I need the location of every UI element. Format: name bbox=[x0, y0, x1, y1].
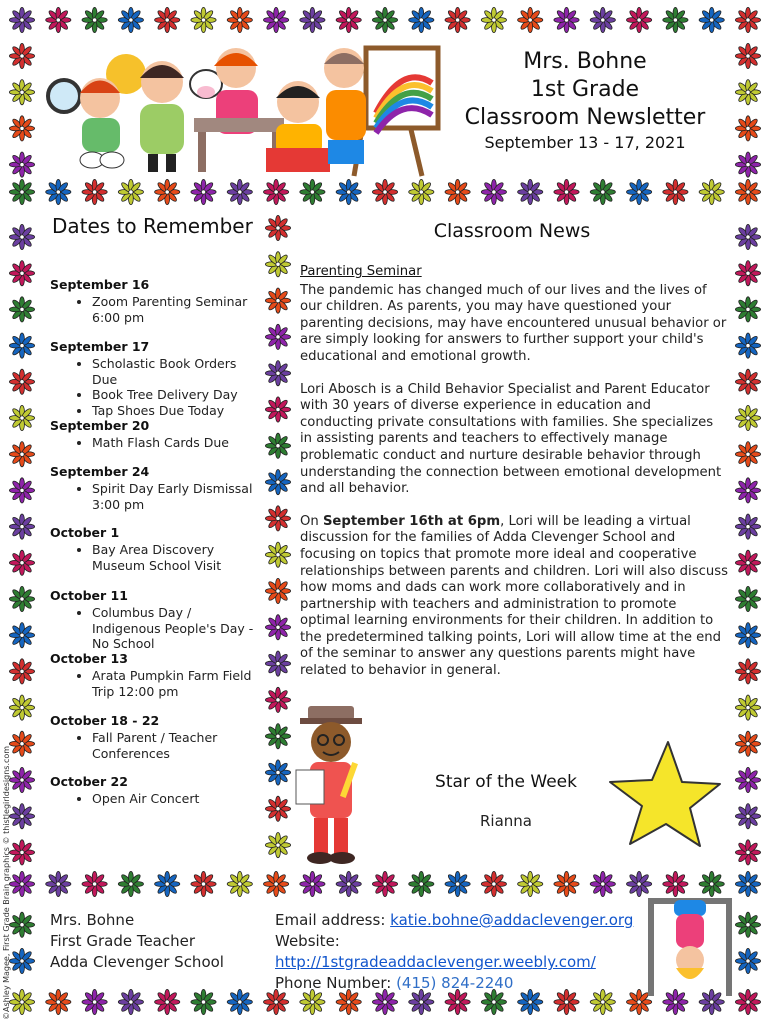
flower-icon bbox=[735, 948, 760, 973]
flower-icon bbox=[265, 361, 290, 386]
flower-icon bbox=[46, 7, 71, 32]
date-items bbox=[50, 294, 260, 325]
date-items bbox=[50, 542, 260, 573]
date-item: • Book Tree Delivery Day bbox=[92, 387, 260, 403]
flower-icon bbox=[518, 7, 543, 32]
flower-icon bbox=[735, 514, 760, 539]
flower-icon bbox=[118, 989, 143, 1014]
date-group bbox=[50, 651, 260, 699]
flower-icon bbox=[227, 989, 252, 1014]
flower-icon bbox=[518, 871, 543, 896]
flower-icon bbox=[735, 623, 760, 648]
phone-line bbox=[275, 973, 645, 994]
flower-icon bbox=[82, 871, 107, 896]
flower-icon bbox=[265, 724, 290, 749]
date-heading: September 24 bbox=[50, 464, 150, 479]
flower-icon bbox=[372, 179, 397, 204]
flower-icon bbox=[336, 179, 361, 204]
date-items bbox=[50, 356, 260, 418]
flower-icon bbox=[409, 7, 434, 32]
news-subheading: Parenting Seminar bbox=[300, 264, 422, 279]
flower-icon bbox=[336, 7, 361, 32]
flower-icon bbox=[590, 7, 615, 32]
flower-icon bbox=[300, 7, 325, 32]
flower-icon bbox=[227, 7, 252, 32]
flower-icon bbox=[265, 324, 290, 349]
date-items bbox=[50, 605, 260, 652]
flower-icon bbox=[265, 252, 290, 277]
email-label: Email address: bbox=[275, 911, 391, 929]
para3-prefix: On bbox=[300, 513, 323, 529]
date-group bbox=[50, 277, 260, 325]
website-link[interactable]: http://1stgradeaddaclevenger.weebly.com/ bbox=[275, 953, 596, 971]
flower-icon bbox=[265, 651, 290, 676]
date-heading: October 13 bbox=[50, 651, 128, 666]
flower-icon bbox=[9, 333, 34, 358]
flower-icon bbox=[663, 179, 688, 204]
date-item: • Columbus Day / Indigenous People's Day - No School bbox=[92, 605, 260, 652]
flower-icon bbox=[264, 871, 289, 896]
flower-icon bbox=[9, 586, 34, 611]
flower-icon bbox=[445, 179, 470, 204]
flower-icon bbox=[9, 659, 34, 684]
star-student-name: Rianna bbox=[480, 812, 532, 830]
flower-icon bbox=[9, 623, 34, 648]
flower-icon bbox=[735, 912, 760, 937]
flower-icon bbox=[9, 550, 34, 575]
flower-icon bbox=[227, 179, 252, 204]
flower-icon bbox=[627, 7, 652, 32]
flower-icon bbox=[735, 804, 760, 829]
flower-icon bbox=[9, 179, 34, 204]
flower-icon bbox=[9, 43, 34, 68]
flower-icon bbox=[191, 7, 216, 32]
footer-contact-left bbox=[50, 910, 270, 973]
flower-icon bbox=[265, 833, 290, 858]
flower-icon bbox=[735, 550, 760, 575]
footer-contact-right bbox=[275, 910, 645, 994]
flower-icon bbox=[699, 179, 724, 204]
flower-icon bbox=[9, 478, 34, 503]
date-item: • Tap Shoes Due Today bbox=[92, 403, 260, 419]
flower-icon bbox=[735, 7, 760, 32]
flower-icon bbox=[372, 871, 397, 896]
seminar-date: September 16th at 6pm bbox=[322, 513, 501, 529]
date-heading: September 20 bbox=[50, 418, 150, 433]
flower-icon bbox=[735, 369, 760, 394]
flower-icon bbox=[735, 116, 760, 141]
flower-icon bbox=[590, 179, 615, 204]
star-icon bbox=[606, 738, 722, 850]
date-group bbox=[50, 774, 260, 807]
flower-icon bbox=[265, 760, 290, 785]
hanging-girl-clipart bbox=[644, 890, 736, 996]
flower-icon bbox=[735, 478, 760, 503]
flower-icon bbox=[9, 7, 34, 32]
date-item: • Spirit Day Early Dismissal 3:00 pm bbox=[92, 481, 260, 512]
newsletter-title: Classroom Newsletter bbox=[464, 105, 706, 130]
news-paragraph-2: Lori Abosch is a Child Behavior Specialist and Parent Educator with 30 years of diverse experience in education and conducting private consultations with families. She specializes in assisting parents and teachers to effectively manage problematic conduct and nurture desirable behavior through understanding the connection between emotional development and all behavior. bbox=[300, 381, 722, 497]
flower-icon bbox=[300, 871, 325, 896]
flower-icon bbox=[9, 442, 34, 467]
flower-icon bbox=[191, 179, 216, 204]
date-items bbox=[50, 481, 260, 512]
flower-icon bbox=[735, 731, 760, 756]
flower-icon bbox=[264, 7, 289, 32]
flower-icon bbox=[118, 179, 143, 204]
flower-icon bbox=[735, 695, 760, 720]
flower-icon bbox=[663, 7, 688, 32]
flower-icon bbox=[9, 224, 34, 249]
flower-icon bbox=[82, 7, 107, 32]
flower-icon bbox=[9, 116, 34, 141]
flower-icon bbox=[409, 179, 434, 204]
date-heading: October 1 bbox=[50, 525, 120, 540]
flower-icon bbox=[300, 179, 325, 204]
date-group bbox=[50, 339, 260, 418]
date-heading: October 18 - 22 bbox=[50, 713, 160, 728]
dates-heading: Dates to Remember bbox=[52, 214, 253, 238]
website-line bbox=[275, 931, 645, 973]
flower-icon bbox=[265, 470, 290, 495]
flower-icon bbox=[554, 7, 579, 32]
flower-icon bbox=[735, 179, 760, 204]
flower-icon bbox=[9, 514, 34, 539]
date-item: • Open Air Concert bbox=[92, 791, 260, 807]
flower-icon bbox=[481, 871, 506, 896]
flower-icon bbox=[9, 695, 34, 720]
flower-icon bbox=[735, 767, 760, 792]
flower-icon bbox=[372, 7, 397, 32]
flower-icon bbox=[265, 687, 290, 712]
flower-icon bbox=[590, 871, 615, 896]
flower-icon bbox=[735, 989, 760, 1014]
flower-icon bbox=[46, 871, 71, 896]
date-items bbox=[50, 435, 260, 451]
flower-icon bbox=[735, 840, 760, 865]
flower-icon bbox=[9, 369, 34, 394]
date-item: • Arata Pumpkin Farm Field Trip 12:00 pm bbox=[92, 668, 260, 699]
footer-school: Adda Clevenger School bbox=[50, 953, 224, 971]
flower-icon bbox=[735, 405, 760, 430]
flower-icon bbox=[409, 871, 434, 896]
flower-icon bbox=[191, 989, 216, 1014]
date-item: • Fall Parent / Teacher Conferences bbox=[92, 730, 260, 761]
phone-label: Phone Number: bbox=[275, 974, 397, 992]
date-range: September 13 - 17, 2021 bbox=[484, 133, 686, 152]
date-item: • Bay Area Discovery Museum School Visit bbox=[92, 542, 260, 573]
date-group bbox=[50, 713, 260, 761]
news-body bbox=[300, 264, 728, 696]
date-items bbox=[50, 668, 260, 699]
flower-icon bbox=[445, 7, 470, 32]
date-item: • Math Flash Cards Due bbox=[92, 435, 260, 451]
phone-number: (415) 824-2240 bbox=[396, 974, 514, 992]
flower-icon bbox=[481, 179, 506, 204]
flower-icon bbox=[735, 442, 760, 467]
flower-icon bbox=[155, 179, 180, 204]
flower-icon bbox=[9, 405, 34, 430]
footer-teacher-role: First Grade Teacher bbox=[50, 932, 196, 950]
news-paragraph-1: The pandemic has changed much of our lives and the lives of our children. As parents, you may have questioned your parenting decisions, may have encountered unusual behavior or are simply looking for answers to further support your child's educational and emotional growth. bbox=[300, 282, 727, 364]
flower-icon bbox=[735, 152, 760, 177]
flower-icon bbox=[735, 871, 760, 896]
date-group bbox=[50, 525, 260, 573]
flower-icon bbox=[735, 224, 760, 249]
flower-icon bbox=[735, 333, 760, 358]
flower-icon bbox=[735, 297, 760, 322]
flower-icon bbox=[735, 261, 760, 286]
flower-icon bbox=[264, 179, 289, 204]
date-heading: October 22 bbox=[50, 774, 128, 789]
flower-icon bbox=[9, 80, 34, 105]
flower-icon bbox=[9, 152, 34, 177]
flower-icon bbox=[265, 542, 290, 567]
star-of-week-label: Star of the Week bbox=[435, 772, 577, 792]
flower-icon bbox=[445, 871, 470, 896]
news-heading: Classroom News bbox=[433, 220, 591, 242]
flower-icon bbox=[265, 796, 290, 821]
flower-icon bbox=[118, 871, 143, 896]
flower-icon bbox=[265, 433, 290, 458]
flower-icon bbox=[227, 871, 252, 896]
flower-icon bbox=[265, 615, 290, 640]
flower-icon bbox=[554, 871, 579, 896]
flower-icon bbox=[336, 871, 361, 896]
teacher-title: Mrs. Bohne bbox=[523, 49, 647, 74]
date-heading: September 16 bbox=[50, 277, 150, 292]
flower-icon bbox=[265, 397, 290, 422]
news-paragraph-3 bbox=[300, 514, 728, 680]
newsletter-header bbox=[460, 48, 710, 154]
credit-text: ©Ashley Magee, First Grade Brain graphics © thistlegirldesigns.com bbox=[2, 745, 11, 1020]
flower-icon bbox=[155, 871, 180, 896]
flower-icon bbox=[699, 7, 724, 32]
website-label: Website: bbox=[275, 932, 340, 950]
date-item: • Scholastic Book Orders Due bbox=[92, 356, 260, 387]
boy-clipart bbox=[290, 700, 374, 870]
flower-icon bbox=[9, 261, 34, 286]
date-item: • Zoom Parenting Seminar 6:00 pm bbox=[92, 294, 260, 325]
flower-icon bbox=[518, 179, 543, 204]
para3-rest: , Lori will be leading a virtual discussion for the families of Adda Clevenger School and focusing on topics that promote more ideal and cooperative relationships between parents and children. Lori will also discuss how moms and dads can work more collaboratively and in partnership with teachers and administration to promote optimal learning environments for their children. In addition to the predetermined talking points, Lori will allow time at the end of the seminar to answer any questions parents might have related to behavior in general. bbox=[300, 513, 728, 679]
email-link[interactable]: katie.bohne@addaclevenger.org bbox=[390, 911, 634, 929]
date-group bbox=[50, 588, 260, 652]
footer-teacher-name: Mrs. Bohne bbox=[50, 911, 135, 929]
email-line bbox=[275, 910, 645, 931]
flower-icon bbox=[82, 179, 107, 204]
flower-icon bbox=[627, 179, 652, 204]
flower-icon bbox=[735, 80, 760, 105]
flower-icon bbox=[265, 288, 290, 313]
flower-icon bbox=[735, 659, 760, 684]
flower-icon bbox=[82, 989, 107, 1014]
kids-clipart bbox=[44, 38, 444, 178]
flower-icon bbox=[46, 989, 71, 1014]
date-items bbox=[50, 730, 260, 761]
flower-icon bbox=[735, 586, 760, 611]
flower-icon bbox=[265, 578, 290, 603]
flower-icon bbox=[46, 179, 71, 204]
date-heading: September 17 bbox=[50, 339, 150, 354]
flower-icon bbox=[265, 215, 290, 240]
date-items bbox=[50, 791, 260, 807]
flower-icon bbox=[118, 7, 143, 32]
flower-icon bbox=[481, 7, 506, 32]
flower-icon bbox=[155, 7, 180, 32]
date-group bbox=[50, 418, 260, 451]
grade-title: 1st Grade bbox=[530, 77, 640, 102]
flower-icon bbox=[554, 179, 579, 204]
flower-icon bbox=[735, 43, 760, 68]
flower-icon bbox=[9, 297, 34, 322]
flower-icon bbox=[265, 506, 290, 531]
flower-icon bbox=[155, 989, 180, 1014]
date-group bbox=[50, 464, 260, 512]
date-heading: October 11 bbox=[50, 588, 128, 603]
flower-icon bbox=[191, 871, 216, 896]
